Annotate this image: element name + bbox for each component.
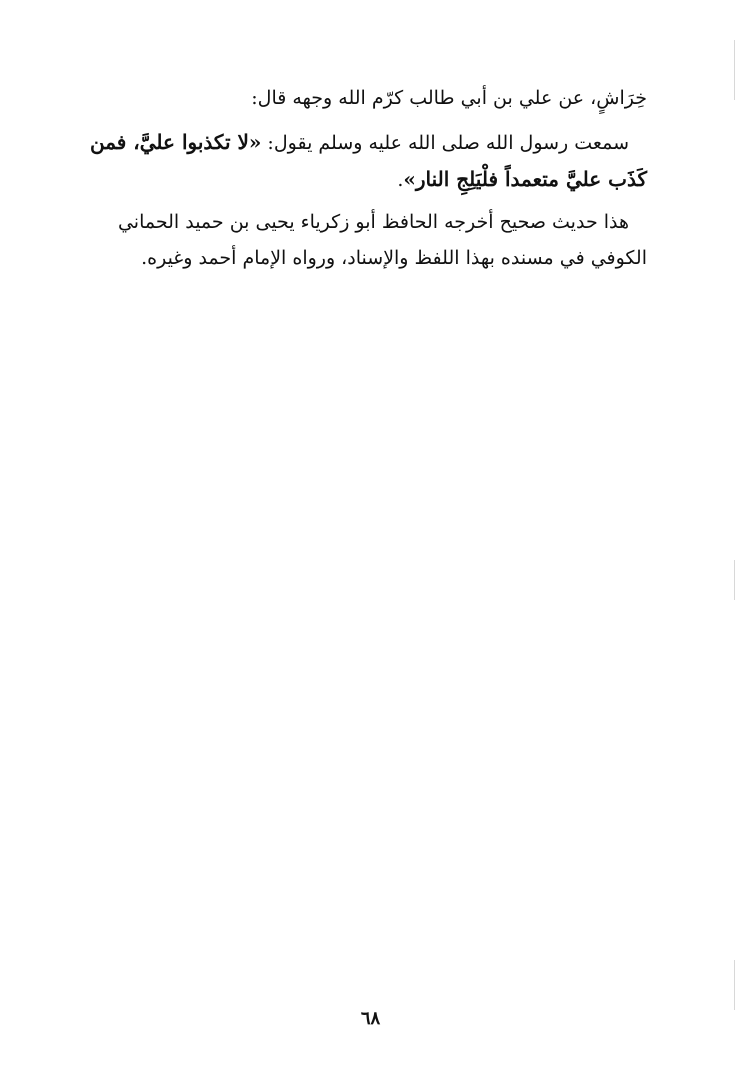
paragraph-hadith xyxy=(76,124,647,198)
page-number: ٦٨ xyxy=(360,1008,381,1029)
scan-edge-mark xyxy=(734,960,735,1010)
hadith-intro-text: سمعت رسول الله صلى الله عليه وسلم يقول: xyxy=(261,132,629,154)
isnad-text: خِرَاشٍ، عن علي بن أبي طالب كرّم الله وجهه قال: xyxy=(251,87,647,109)
commentary-text: هذا حديث صحيح أخرجه الحافظ أبو زكرياء يحيى بن حميد الحماني الكوفي في مسنده بهذا اللفظ والإسناد، ورواه الإمام أحمد وغيره. xyxy=(117,211,647,269)
paragraph-commentary xyxy=(76,204,647,276)
paragraph-isnad xyxy=(76,80,647,116)
hadith-end-punctuation: . xyxy=(397,169,404,191)
scan-edge-mark xyxy=(734,40,735,100)
hadith-quote-text: «لا تكذبوا عليَّ، فمن كَذَب عليَّ متعمداً فلْيَلِجِ النار» xyxy=(90,130,647,191)
scan-edge-mark xyxy=(734,560,735,600)
